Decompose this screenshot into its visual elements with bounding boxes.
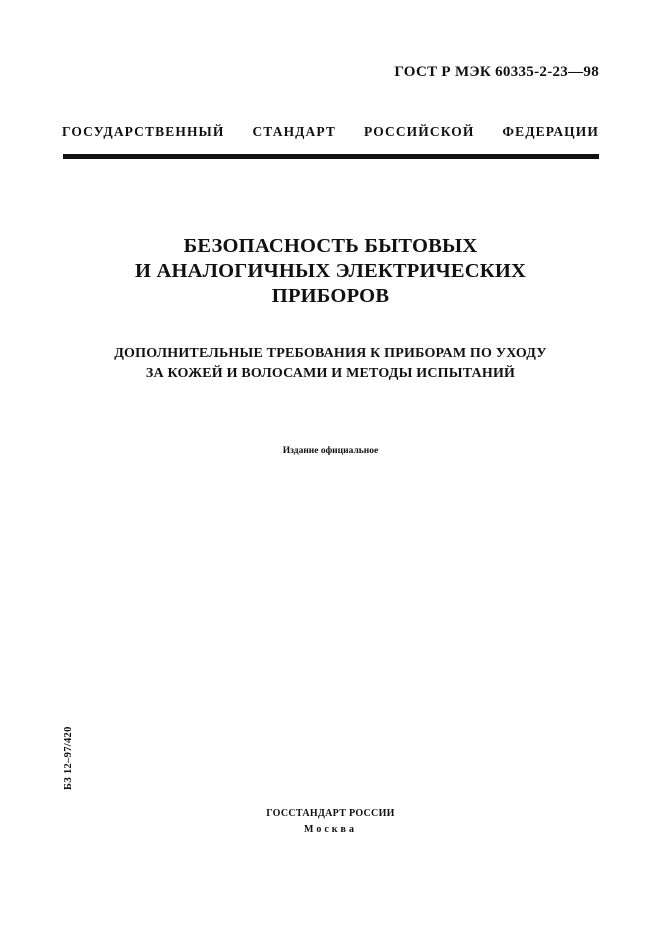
state-standard-word-2: СТАНДАРТ	[252, 124, 337, 139]
subtitle-line-2: ЗА КОЖЕЙ И ВОЛОСАМИ И МЕТОДЫ ИСПЫТАНИЙ	[145, 366, 516, 381]
state-standard-heading	[62, 124, 599, 140]
side-catalog-code: БЗ 12–97/420	[63, 726, 74, 790]
publisher-city: Москва	[304, 824, 357, 835]
header-rule	[63, 154, 599, 159]
title-line-2: И АНАЛОГИЧНЫХ ЭЛЕКТРИЧЕСКИХ	[135, 260, 526, 282]
title-line-3: ПРИБОРОВ	[271, 285, 390, 307]
state-standard-word-1: ГОСУДАРСТВЕННЫЙ	[62, 124, 225, 139]
document-title	[0, 234, 661, 309]
document-code: ГОСТ Р МЭК 60335-2-23—98	[394, 64, 599, 80]
state-standard-word-3: РОССИЙСКОЙ	[363, 124, 475, 139]
state-standard-word-4: ФЕДЕРАЦИИ	[502, 124, 599, 139]
publisher-name: ГОССТАНДАРТ РОССИИ	[266, 808, 395, 819]
title-line-1: БЕЗОПАСНОСТЬ БЫТОВЫХ	[183, 235, 478, 257]
edition-note: Издание официальное	[282, 446, 379, 456]
document-subtitle	[0, 344, 661, 384]
subtitle-line-1: ДОПОЛНИТЕЛЬНЫЕ ТРЕБОВАНИЯ К ПРИБОРАМ ПО УХОДУ	[114, 346, 547, 361]
